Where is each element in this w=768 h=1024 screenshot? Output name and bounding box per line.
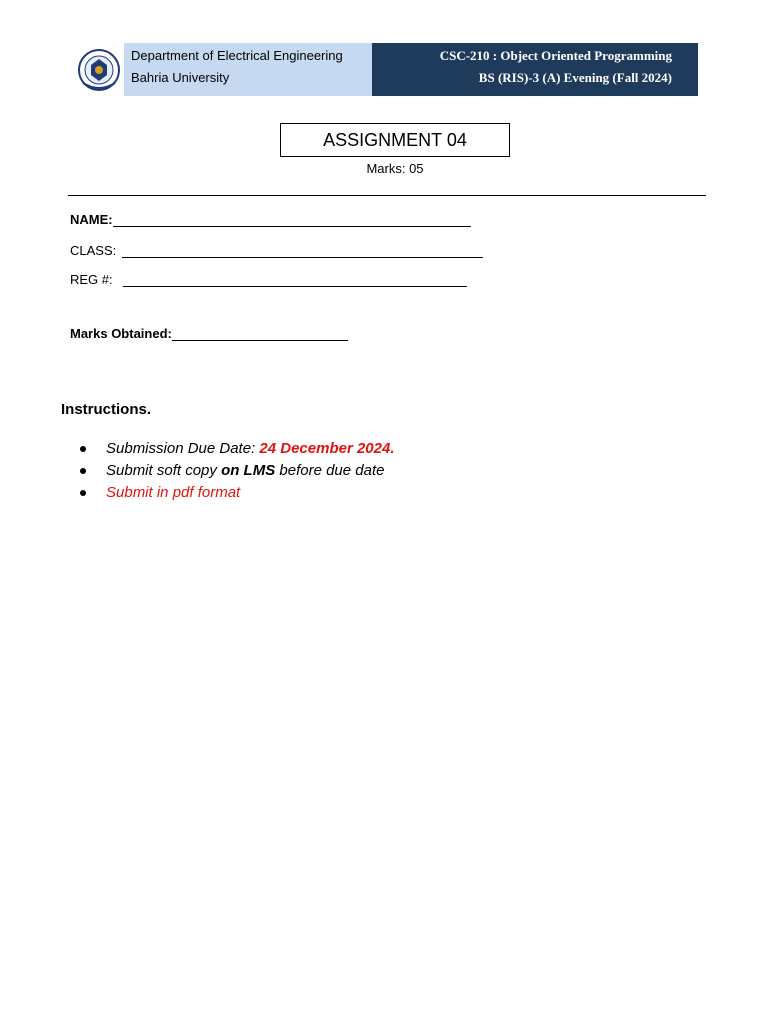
name-blank bbox=[113, 214, 471, 227]
name-field bbox=[70, 212, 471, 227]
class-label: CLASS: bbox=[70, 243, 117, 258]
list-item bbox=[80, 460, 395, 482]
due-date-prefix: Submission Due Date: bbox=[106, 440, 260, 457]
marks-obtained-label: Marks Obtained: bbox=[70, 326, 172, 341]
assignment-title: ASSIGNMENT 04 bbox=[280, 123, 510, 157]
marks-obtained-field bbox=[70, 326, 348, 341]
university-name: Bahria University bbox=[131, 70, 230, 85]
marks-label: Marks: 05 bbox=[366, 161, 424, 176]
course-section: BS (RIS)-3 (A) Evening (Fall 2024) bbox=[478, 70, 672, 85]
department-block bbox=[124, 43, 372, 96]
class-field bbox=[70, 243, 483, 258]
university-crest-icon bbox=[77, 47, 121, 93]
class-blank bbox=[122, 245, 483, 258]
submit-prefix: Submit soft copy bbox=[106, 462, 222, 479]
instructions-list bbox=[80, 438, 395, 504]
list-item bbox=[80, 482, 395, 504]
format-instruction: Submit in pdf format bbox=[106, 484, 241, 501]
divider bbox=[68, 195, 706, 196]
course-block bbox=[372, 43, 698, 96]
bullet-icon bbox=[80, 468, 86, 474]
reg-field bbox=[70, 272, 467, 287]
name-label: NAME: bbox=[70, 212, 113, 227]
department-name: Department of Electrical Engineering bbox=[131, 48, 343, 63]
bullet-icon bbox=[80, 446, 86, 452]
marks-obtained-blank bbox=[172, 328, 348, 341]
instructions-heading: Instructions. bbox=[61, 401, 152, 418]
logo-cell bbox=[74, 43, 124, 96]
reg-label: REG #: bbox=[70, 272, 113, 287]
document-header bbox=[74, 43, 698, 96]
list-item bbox=[80, 438, 395, 460]
bullet-icon bbox=[80, 490, 86, 496]
course-title: CSC-210 : Object Oriented Programming bbox=[439, 48, 672, 63]
due-date-value: 24 December 2024. bbox=[259, 440, 395, 457]
reg-blank bbox=[123, 274, 467, 287]
submit-bold: on LMS bbox=[221, 462, 276, 479]
submit-suffix: before due date bbox=[275, 462, 385, 479]
